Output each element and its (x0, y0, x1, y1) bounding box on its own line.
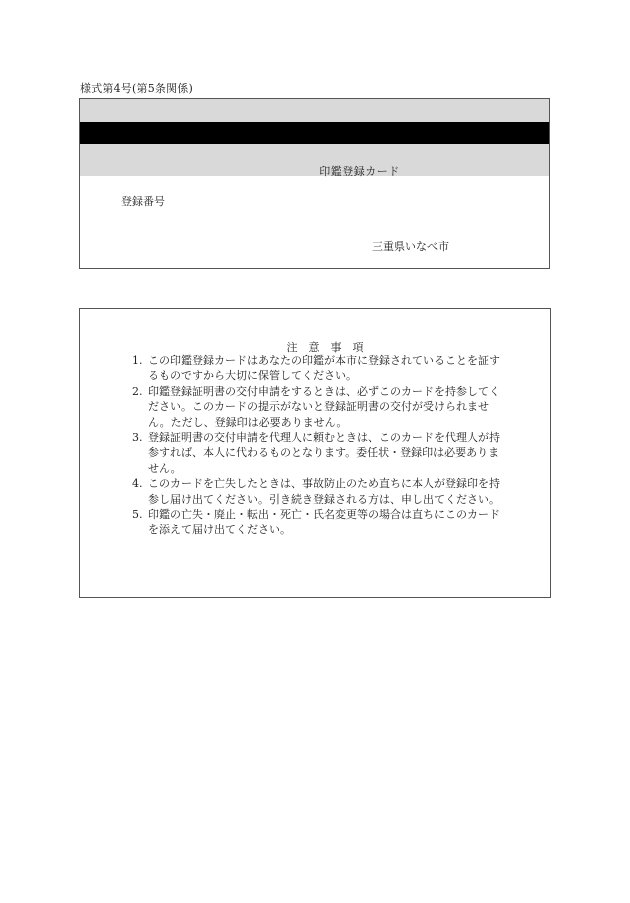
note-text: この印鑑登録カードはあなたの印鑑が本市に登録されていることを証するものですから大切に保管してください。 (148, 354, 500, 383)
note-text: 登録証明書の交付申請を代理人に頼むときは、このカードを代理人が持参すれば、本人に代わるものとなります。委任状・登録印は必要ありません。 (148, 431, 500, 475)
note-number: 4. (132, 477, 143, 491)
notes-heading: 注 意 事 項 (286, 341, 364, 354)
notes-list (120, 353, 506, 538)
card-back (79, 308, 551, 598)
issuer-name: 三重県いなべ市 (372, 240, 449, 253)
note-item (120, 384, 506, 430)
note-number: 1. (132, 354, 143, 367)
registration-number-label: 登録番号 (121, 195, 165, 208)
note-number: 2. (132, 384, 143, 398)
note-number: 3. (132, 431, 143, 445)
note-item (120, 507, 506, 538)
note-item (120, 353, 506, 384)
note-text: 印鑑の亡失・廃止・転出・死亡・氏名変更等の場合は直ちにこのカードを添えて届け出てください。 (148, 508, 500, 537)
note-text: 印鑑登録証明書の交付申請をするときは、必ずこのカードを持参してください。このカードの提示がないと登録証明書の交付が受けられません。ただし、登録印は必要ありません。 (148, 384, 500, 429)
note-item (120, 476, 506, 507)
form-number: 様式第4号(第5条関係) (80, 82, 193, 95)
card-title: 印鑑登録カード (319, 165, 400, 178)
magnetic-stripe (80, 122, 549, 144)
note-text: このカードを亡失したときは、事故防止のため直ちに本人が登録印を持参し届け出てください。引き続き登録される方は、申し出てください。 (148, 477, 500, 506)
card-front (79, 98, 550, 269)
card-top-band (80, 99, 549, 122)
note-number: 5. (132, 508, 143, 522)
note-item (120, 430, 506, 476)
